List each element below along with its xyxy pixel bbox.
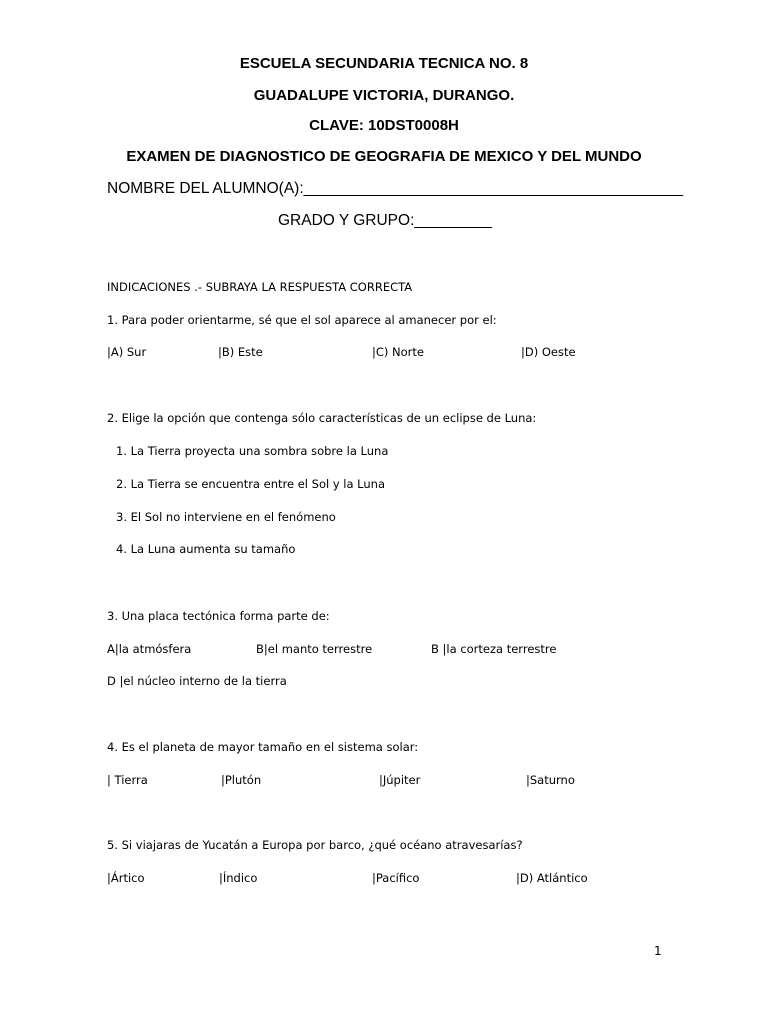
question-3-text: 3. Una placa tectónica forma parte de: bbox=[107, 609, 330, 623]
question-1-option-d: |D) Oeste bbox=[521, 345, 576, 359]
instructions: INDICACIONES .- SUBRAYA LA RESPUESTA CORRECTA bbox=[107, 280, 413, 294]
question-1-option-b: |B) Este bbox=[218, 345, 263, 359]
question-5-option-c: |Pacífico bbox=[372, 871, 420, 885]
question-4-option-b: |Plutón bbox=[221, 773, 262, 787]
question-3-option-a: A|la atmósfera bbox=[107, 642, 192, 656]
question-4-option-a: | Tierra bbox=[107, 773, 148, 787]
question-5-text: 5. Si viajaras de Yucatán a Europa por barco, ¿qué océano atravesarías? bbox=[107, 838, 523, 852]
question-2-item-1: 1. La Tierra proyecta una sombra sobre la Luna bbox=[116, 444, 389, 458]
school-location: GUADALUPE VICTORIA, DURANGO. bbox=[253, 87, 515, 104]
question-3-option-d: D |el núcleo interno de la tierra bbox=[107, 674, 287, 688]
grade-group-field: GRADO Y GRUPO:_________ bbox=[278, 212, 492, 229]
question-4-text: 4. Es el planeta de mayor tamaño en el sistema solar: bbox=[107, 740, 419, 754]
question-5-option-d: |D) Atlántico bbox=[516, 871, 588, 885]
page-number: 1 bbox=[654, 944, 662, 958]
question-1-option-a: |A) Sur bbox=[107, 345, 147, 359]
question-1-option-c: |C) Norte bbox=[372, 345, 424, 359]
student-name-field: NOMBRE DEL ALUMNO(A):____________________________________________ bbox=[107, 180, 683, 197]
question-2-item-4: 4. La Luna aumenta su tamaño bbox=[116, 542, 296, 556]
question-3-option-b: B|el manto terrestre bbox=[256, 642, 373, 656]
question-3-option-c: B |la corteza terrestre bbox=[431, 642, 557, 656]
question-2-item-2: 2. La Tierra se encuentra entre el Sol y la Luna bbox=[116, 477, 386, 491]
question-5-option-a: |Ártico bbox=[107, 871, 145, 885]
school-code: CLAVE: 10DST0008H bbox=[309, 117, 459, 134]
question-4-option-c: |Júpiter bbox=[379, 773, 421, 787]
question-4-option-d: |Saturno bbox=[526, 773, 575, 787]
question-2-item-3: 3. El Sol no interviene en el fenómeno bbox=[116, 510, 336, 524]
school-name: ESCUELA SECUNDARIA TECNICA NO. 8 bbox=[239, 55, 529, 72]
question-1-text: 1. Para poder orientarme, sé que el sol aparece al amanecer por el: bbox=[107, 313, 497, 327]
question-2-text: 2. Elige la opción que contenga sólo características de un eclipse de Luna: bbox=[107, 411, 537, 425]
question-5-option-b: |Índico bbox=[219, 871, 258, 885]
exam-title: EXAMEN DE DIAGNOSTICO DE GEOGRAFIA DE MEXICO Y DEL MUNDO bbox=[126, 148, 642, 165]
